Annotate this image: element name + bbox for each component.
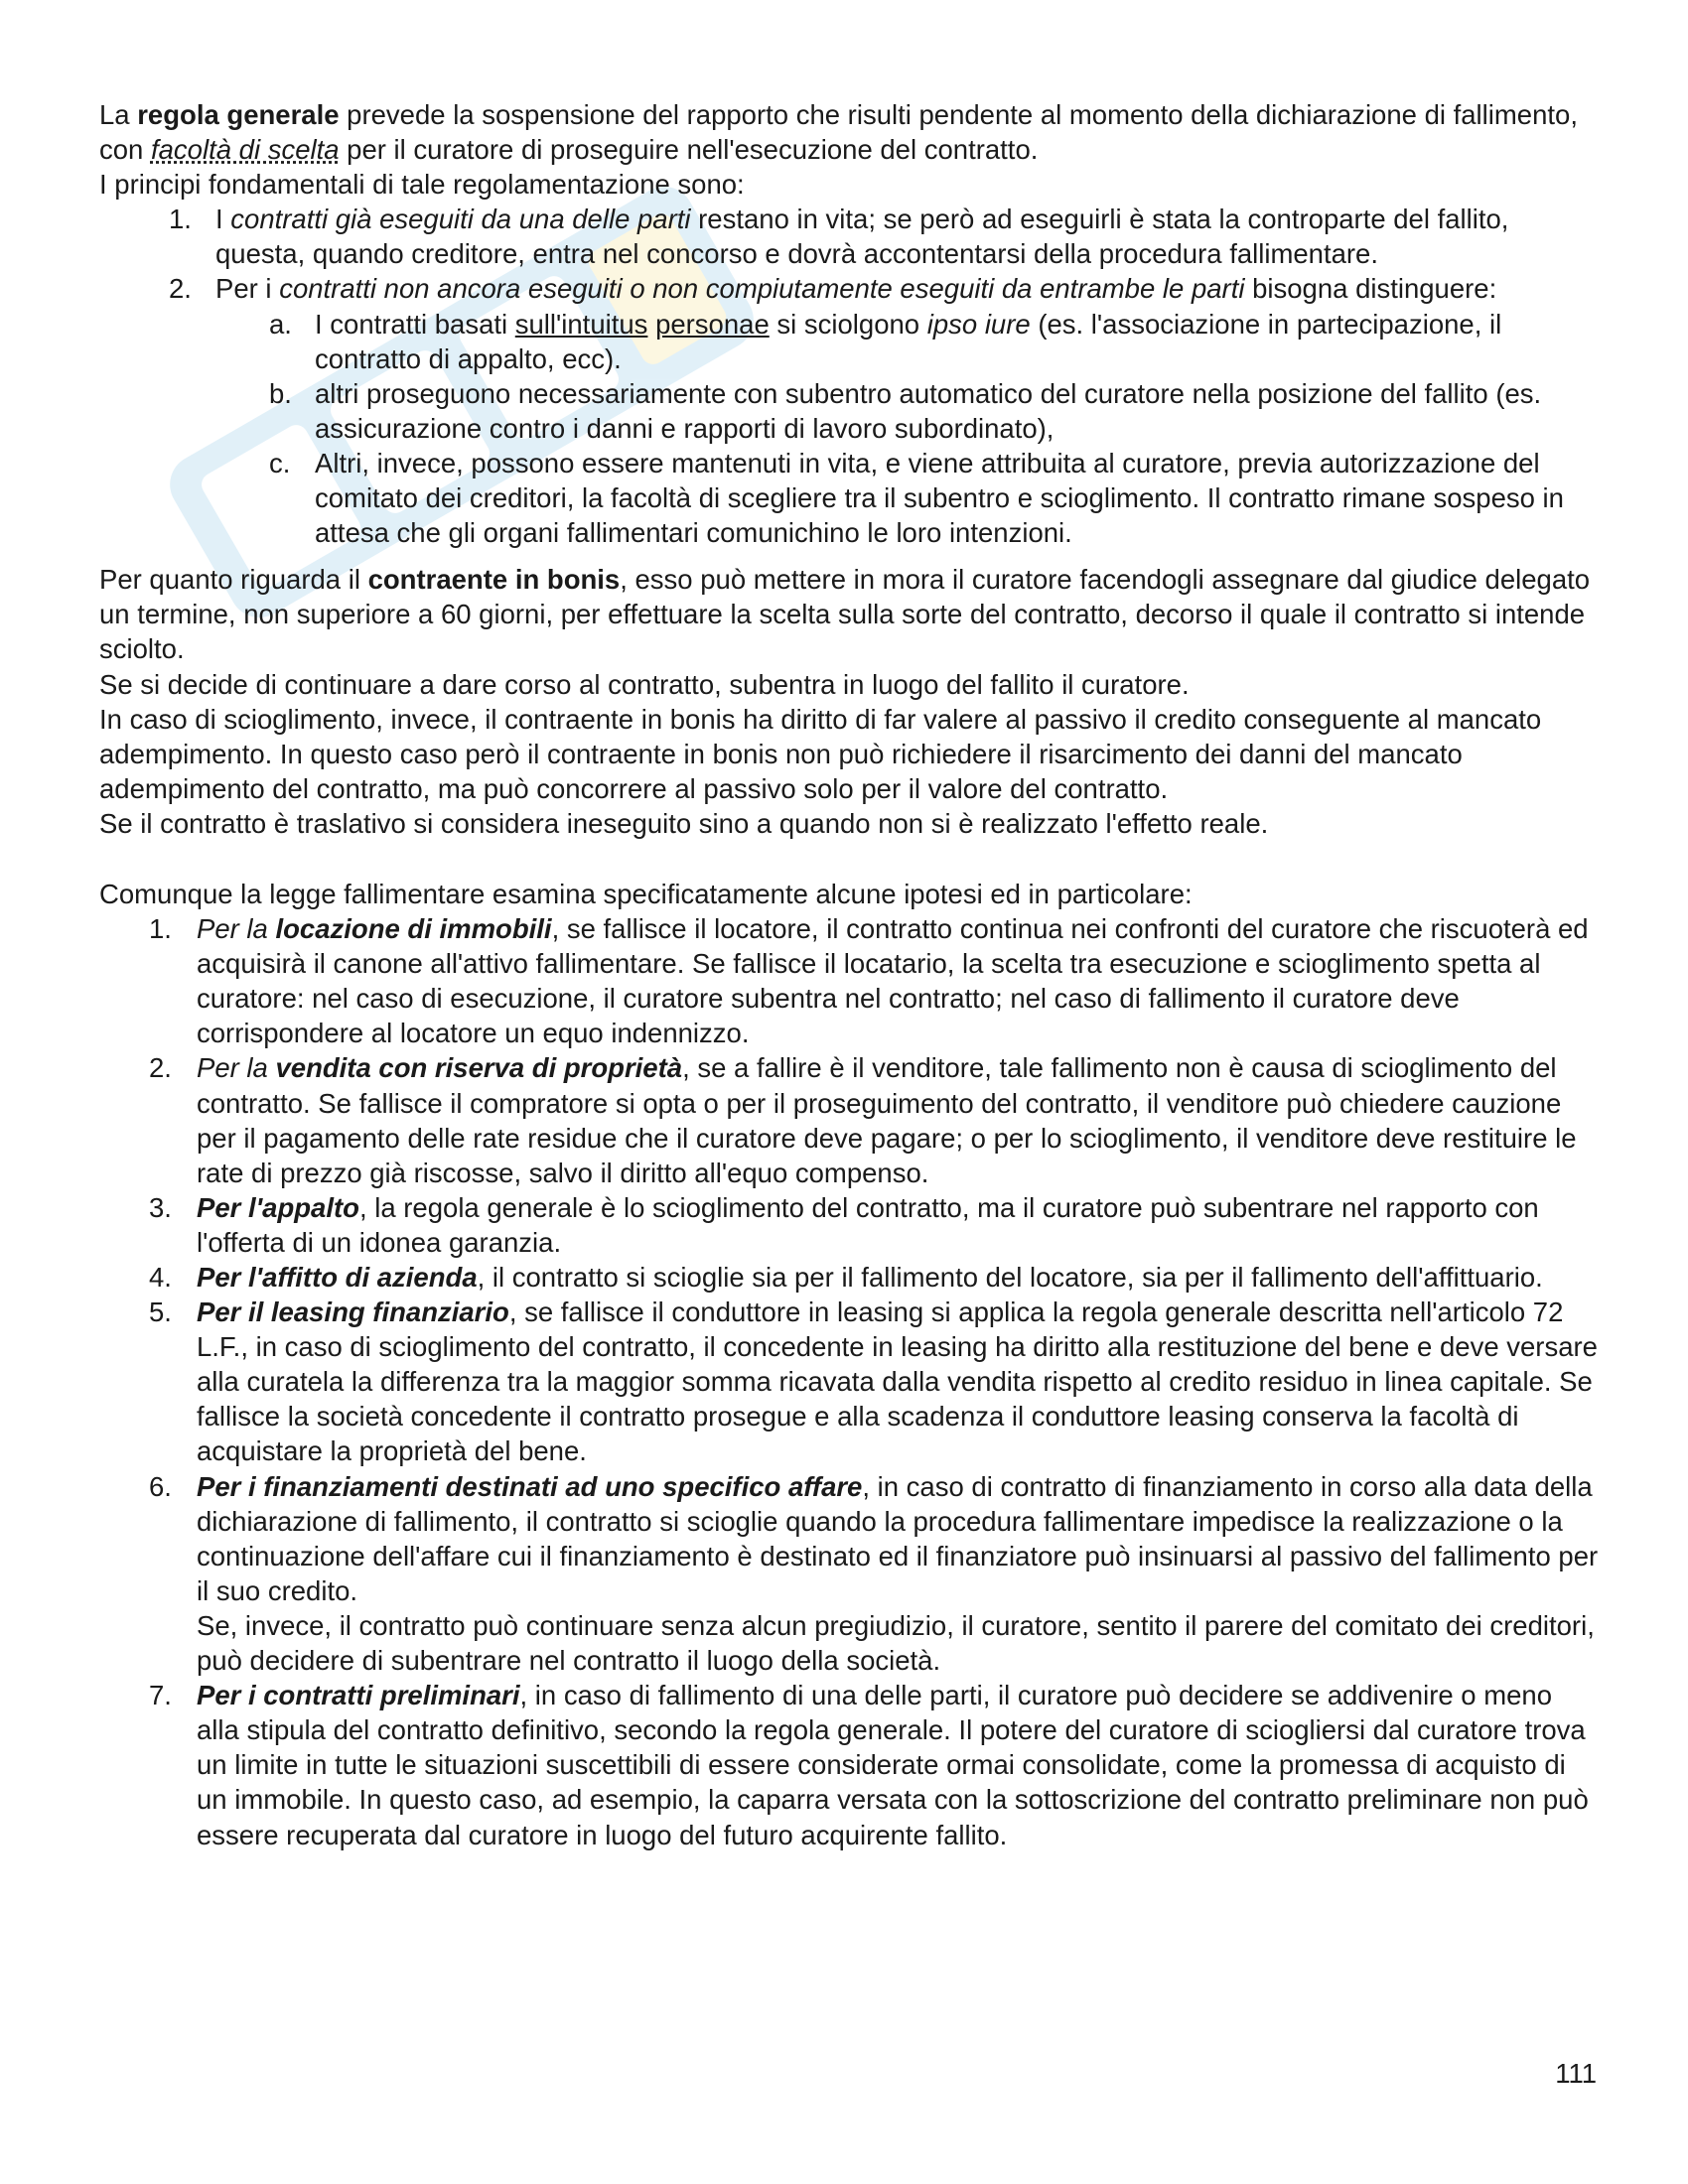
- intro-paragraph: La regola generale prevede la sospensione del rapporto che risulti pendente al momento della dichiarazione di fallimento, con facoltà di scelta per il curatore di proseguire nell'esecuzione del contratto.: [99, 99, 1578, 166]
- document-page: [99, 97, 1599, 1852]
- page-number: 111: [1555, 2058, 1597, 2089]
- sub-list-item: b. altri proseguono necessariamente con subentro automatico del curatore nella posizione del fallito (es. assicurazione contro i danni e rapporti di lavoro subordinato),: [269, 377, 1542, 444]
- bonis-paragraph: Per quanto riguarda il contraente in bonis, esso può mettere in mora il curatore facendogli assegnare dal giudice delegato un termine, non superiore a 60 giorni, per effettuare la scelta sulla sorte del contratto, decorso il quale il contratto si intende sciolto.: [99, 564, 1591, 665]
- paragraph: Se si decide di continuare a dare corso al contratto, subentra in luogo del fallito il curatore.: [99, 668, 1190, 700]
- cases-intro: Comunque la legge fallimentare esamina specificatamente alcune ipotesi ed in particolare:: [99, 878, 1193, 909]
- list-item: 2. Per i contratti non ancora eseguiti o non compiutamente eseguiti da entrambe le parti bisogna distinguere:: [169, 273, 1497, 305]
- intro-line: I principi fondamentali di tale regolamentazione sono:: [99, 169, 745, 201]
- case-item: 5. Per il leasing finanziario, se fallisce il conduttore in leasing si applica la regola generale descritta nell'articolo 72 L.F., in caso di scioglimento del contratto, il concedente in leasing ha diritto alla restituzione del bene e deve versare alla curatela la differenza tra la maggior somma ricavata dalla vendita rispetto al credito residuo in linea capitale. Se fallisce la società concedente il contratto prosegue e alla scadenza il conduttore leasing conserva la facoltà di acquistare la proprietà del bene.: [149, 1297, 1598, 1467]
- principles-list: [99, 202, 1599, 550]
- sub-list-item: c. Altri, invece, possono essere mantenuti in vita, e viene attribuita al curatore, previa autorizzazione del comitato dei creditori, la facoltà di scegliere tra il subentro e scioglimento. Il contratto rimane sospeso in attesa che gli organi fallimentari comunichino le loro intenzioni.: [269, 447, 1564, 549]
- cases-list: [99, 911, 1599, 1852]
- case-item: 6. Per i finanziamenti destinati ad uno specifico affare, in caso di contratto di finanziamento in corso alla data della dichiarazione di fallimento, il contratto si scioglie quando la procedura fallimentare impedisce la realizzazione o la continuazione dell'affare cui il finanziamento è destinato ed il finanziatore può insinuarsi al passivo del fallimento per il suo credito. Se, invece, il contratto può continuare senza alcun pregiudizio, il curatore, sentito il parere del comitato dei creditori, può decidere di subentrare nel contratto il luogo della società.: [149, 1470, 1599, 1677]
- case-item: 2. Per la vendita con riserva di proprietà, se a fallire è il venditore, tale fallimento non è causa di scioglimento del contratto. Se fallisce il compratore si opta o per il proseguimento del contratto, il venditore può chiedere cauzione per il pagamento delle rate residue che il curatore deve pagare; o per lo scioglimento, il venditore deve restituire le rate di prezzo già riscosse, salvo il diritto all'equo compenso.: [149, 1052, 1577, 1188]
- case-item: 4. Per l'affitto di azienda, il contratto si scioglie sia per il fallimento del locatore, sia per il fallimento dell'affittuario.: [149, 1262, 1543, 1293]
- paragraph: In caso di scioglimento, invece, il contraente in bonis ha diritto di far valere al passivo il credito conseguente al mancato adempimento. In questo caso però il contraente in bonis non può richiedere il risarcimento dei danni del mancato adempimento del contratto, ma può concorrere al passivo solo per il valore del contratto.: [99, 703, 1542, 804]
- case-item: 3. Per l'appalto, la regola generale è lo scioglimento del contratto, ma il curatore può subentrare nel rapporto con l'offerta di un idonea garanzia.: [149, 1191, 1539, 1258]
- list-item: 1. I contratti già eseguiti da una delle parti restano in vita; se però ad eseguirli è stata la controparte del fallito, questa, quando creditore, entra nel concorso e dovrà accontentarsi della procedura fallimentare.: [169, 204, 1509, 270]
- paragraph: Se il contratto è traslativo si considera ineseguito sino a quando non si è realizzato l'effetto reale.: [99, 807, 1269, 839]
- sub-list-item: a. I contratti basati sull'intuitus personae si sciolgono ipso iure (es. l'associazione in partecipazione, il contratto di appalto, ecc).: [269, 308, 1502, 374]
- case-item: 7. Per i contratti preliminari, in caso di fallimento di una delle parti, il curatore può decidere se addivenire o meno alla stipula del contratto definitivo, secondo la regola generale. Il potere del curatore di sciogliersi dal curatore trova un limite in tutte le situazioni suscettibili di essere considerate ormai consolidate, come la promessa di acquisto di un immobile. In questo caso, ad esempio, la caparra versata con la sottoscrizione del contratto preliminare non può essere recuperata dal curatore in luogo del futuro acquirente fallito.: [149, 1680, 1589, 1850]
- case-item: 1. Per la locazione di immobili, se fallisce il locatore, il contratto continua nei confronti del curatore che riscuoterà ed acquisirà il canone all'attivo fallimentare. Se fallisce il locatario, la scelta tra esecuzione e scioglimento spetta al curatore: nel caso di esecuzione, il curatore subentra nel contratto; nel caso di fallimento il curatore deve corrispondere al locatore un equo indennizzo.: [149, 913, 1589, 1049]
